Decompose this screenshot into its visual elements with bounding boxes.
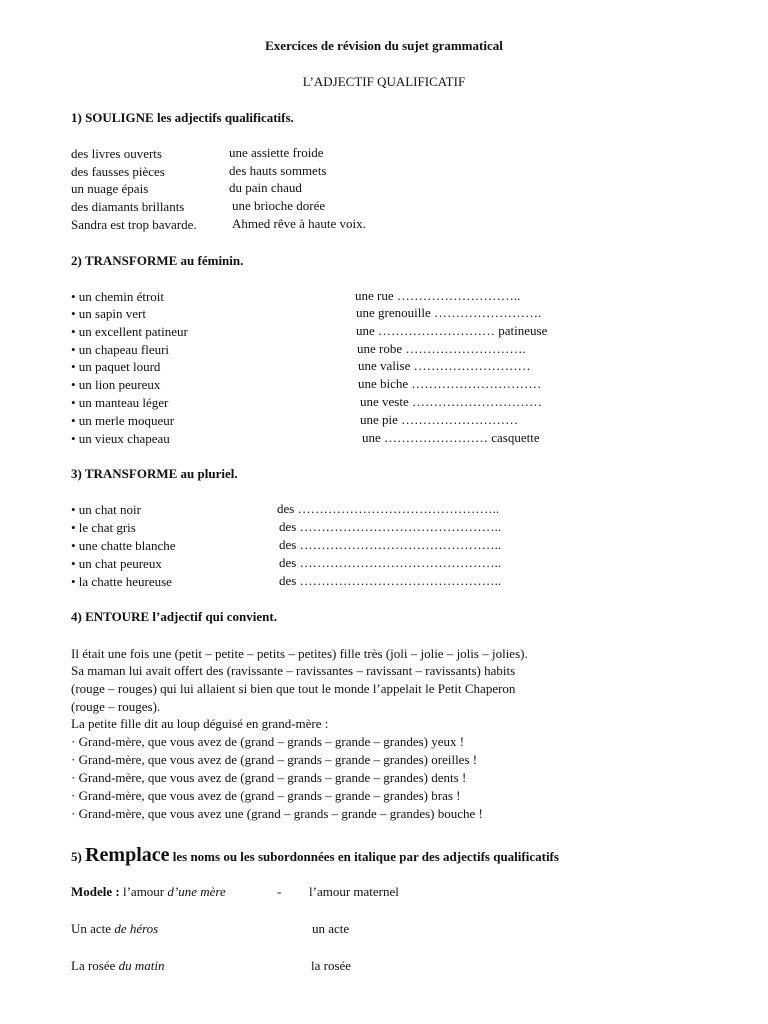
item-italic: de héros	[114, 921, 159, 936]
item-right: une ……………………… patineuse	[356, 323, 548, 338]
item-right: des ………………………………………..	[277, 501, 500, 516]
list-item: • un sapin vert	[71, 306, 146, 321]
text-line: · Grand-mère, que vous avez de (grand – grands – grande – grandes) oreilles !	[71, 752, 478, 767]
list-item: • une chatte blanche	[71, 538, 176, 553]
list-item: • la chatte heureuse	[71, 574, 172, 589]
model-answer: l’amour maternel	[309, 884, 399, 899]
item-italic: du matin	[118, 958, 165, 973]
list-item	[71, 920, 158, 938]
list-item: • un lion peureux	[71, 377, 161, 392]
list-item: • un chat peureux	[71, 556, 162, 571]
list-item	[71, 216, 197, 234]
text-line: · Grand-mère, que vous avez une (grand – grands – grande – grandes) bouche !	[71, 806, 483, 821]
item-right: une valise ………………………	[358, 358, 531, 373]
item-right: une robe ……………………….	[357, 341, 526, 356]
item-left: un nuage épais	[71, 181, 149, 196]
list-item: • un vieux chapeau	[71, 431, 170, 446]
item-right: des ………………………………………..	[279, 537, 502, 552]
model-row	[71, 883, 226, 901]
list-item: • un chapeau fleuri	[71, 342, 170, 357]
model-dash: -	[277, 884, 282, 899]
text-line: La petite fille dit au loup déguisé en grand-mère :	[71, 716, 329, 731]
item-right: une …………………… casquette	[362, 430, 540, 445]
item-left: des diamants brillants	[71, 199, 185, 214]
text-line: (rouge – rouges).	[71, 699, 161, 714]
ex5-verb: Remplace	[85, 844, 170, 866]
item-left: des fausses pièces	[71, 164, 165, 179]
list-item: • le chat gris	[71, 520, 136, 535]
item-right: une rue ………………………..	[355, 288, 521, 303]
item-plain: Un acte	[71, 921, 112, 936]
ex5-heading	[71, 843, 559, 869]
list-item: • un chat noir	[71, 502, 141, 517]
list-item	[71, 163, 165, 181]
item-right: une grenouille …………………….	[356, 305, 542, 320]
item-right: une brioche dorée	[232, 198, 326, 213]
list-item: • un manteau léger	[71, 395, 169, 410]
list-item	[71, 180, 148, 198]
list-item	[71, 145, 162, 163]
text-line: Il était une fois une (petit – petite – petits – petites) fille très (joli – jolie – jolis – jolies).	[71, 646, 528, 661]
item-right: Ahmed rêve à haute voix.	[232, 216, 366, 231]
item-right: une pie ………………………	[360, 412, 519, 427]
item-plain: La rosée	[71, 958, 116, 973]
model-plain: l’amour	[122, 884, 165, 899]
text-line: · Grand-mère, que vous avez de (grand – grands – grande – grandes) dents !	[71, 770, 467, 785]
item-right: du pain chaud	[229, 180, 302, 195]
item-right: des ………………………………………..	[279, 573, 502, 588]
model-label: Modele :	[71, 884, 120, 899]
list-item	[71, 957, 165, 975]
page-subtitle: L’ADJECTIF QUALIFICATIF	[302, 74, 466, 89]
list-item: • un excellent patineur	[71, 324, 188, 339]
item-right: des hauts sommets	[229, 163, 327, 178]
ex1-heading: 1) SOULIGNE les adjectifs qualificatifs.	[71, 110, 294, 125]
item-right: des ………………………………………..	[279, 555, 502, 570]
item-answer: un acte	[312, 921, 350, 936]
item-left: Sandra est trop bavarde.	[71, 217, 197, 232]
page-title: Exercices de révision du sujet grammatical	[265, 38, 503, 53]
list-item: • un merle moqueur	[71, 413, 175, 428]
ex2-heading: 2) TRANSFORME au féminin.	[71, 253, 244, 268]
item-answer: la rosée	[311, 958, 352, 973]
text-line: · Grand-mère, que vous avez de (grand – grands – grande – grandes) yeux !	[71, 734, 465, 749]
text-line: · Grand-mère, que vous avez de (grand – grands – grande – grandes) bras !	[71, 788, 461, 803]
text-line: (rouge – rouges) qui lui allaient si bien que tout le monde l’appelait le Petit Chaperon	[71, 681, 516, 696]
item-right: une assiette froide	[229, 145, 324, 160]
list-item	[71, 198, 184, 216]
list-item: • un chemin étroit	[71, 289, 164, 304]
item-left: des livres ouverts	[71, 146, 162, 161]
list-item: • un paquet lourd	[71, 359, 161, 374]
ex4-heading: 4) ENTOURE l’adjectif qui convient.	[71, 609, 277, 624]
item-right: une biche …………………………	[358, 376, 542, 391]
ex3-heading: 3) TRANSFORME au pluriel.	[71, 466, 238, 481]
item-right: des ………………………………………..	[279, 519, 502, 534]
item-right: une veste …………………………	[360, 394, 542, 409]
ex5-number: 5)	[71, 849, 82, 864]
model-italic: d’une mère	[167, 884, 226, 899]
ex5-instruction: les noms ou les subordonnées en italique par des adjectifs qualificatifs	[172, 849, 559, 864]
text-line: Sa maman lui avait offert des (ravissante – ravissantes – ravissant – ravissants) habits	[71, 663, 516, 678]
